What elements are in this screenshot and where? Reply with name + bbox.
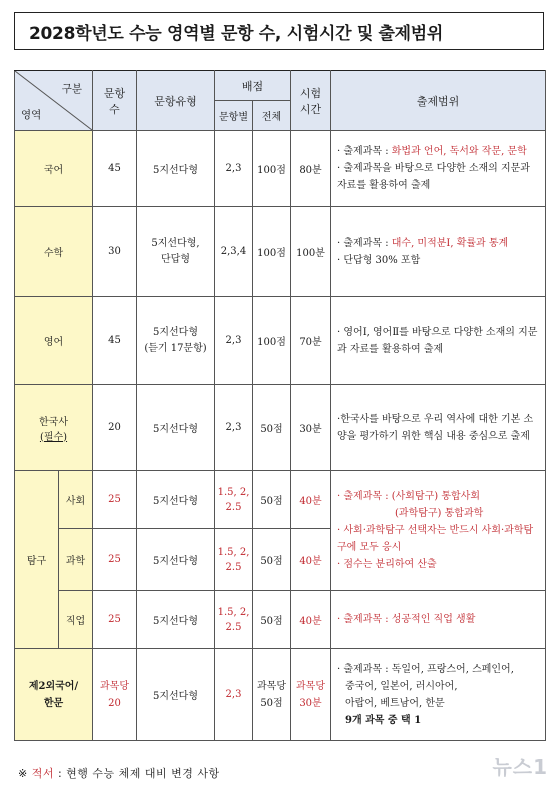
range-korean-subjects: 화법과 언어, 독서와 작문, 문학	[391, 146, 527, 157]
table-row-social	[15, 471, 546, 529]
news1-watermark: 뉴스1	[492, 755, 548, 779]
total-math: 100점	[253, 207, 291, 297]
table-row-history	[15, 385, 546, 471]
area-math: 수학	[15, 207, 93, 297]
total-social: 50점	[253, 471, 291, 529]
header-baejeom: 배점	[215, 71, 291, 101]
sub-vocation: 직업	[59, 591, 93, 649]
type-foreign: 5지선다형	[137, 649, 215, 741]
type-korean: 5지선다형	[137, 131, 215, 207]
type-english: 5지선다형 (듣기 17문항)	[137, 297, 215, 385]
per-science: 1.5, 2, 2.5	[215, 529, 253, 591]
range-foreign-3: 아랍어, 베트남어, 한문	[345, 697, 445, 709]
area-english: 영어	[15, 297, 93, 385]
count-math: 30	[93, 207, 137, 297]
total-science: 50점	[253, 529, 291, 591]
header-type: 문항유형	[137, 71, 215, 131]
header-per: 문항별	[215, 101, 253, 131]
range-korean-prefix: · 출제과목 :	[337, 146, 392, 157]
range-vocation-desc: · 출제과목 : 성공적인 직업 생활	[337, 614, 476, 625]
range-math-prefix: · 출제과목 :	[337, 237, 392, 249]
time-math: 100분	[291, 207, 331, 297]
header-gubun: 구분	[61, 83, 82, 95]
table-row-english	[15, 297, 546, 385]
per-vocation: 1.5, 2, 2.5	[215, 591, 253, 649]
range-vocation	[331, 591, 546, 649]
table-row-vocation	[15, 591, 546, 649]
area-korean: 국어	[15, 131, 93, 207]
header-time: 시험 시간	[291, 71, 331, 131]
page-title: 2028학년도 수능 영역별 문항 수, 시험시간 및 출제범위	[29, 24, 444, 44]
area-history	[15, 385, 93, 471]
time-vocation: 40분	[291, 591, 331, 649]
range-tamgu-2: · 사회·과학탐구 선택자는 반드시 사회·과학탐구에 모두 응시	[337, 525, 534, 553]
total-vocation: 50점	[253, 591, 291, 649]
exam-table	[14, 70, 546, 741]
count-science: 25	[93, 529, 137, 591]
range-tamgu-1b: (과학탐구) 통합과학	[395, 508, 484, 519]
area-history-required: (필수)	[39, 431, 68, 443]
total-history: 50점	[253, 385, 291, 471]
time-english: 70분	[291, 297, 331, 385]
per-history: 2,3	[215, 385, 253, 471]
range-korean-desc: · 출제과목을 바탕으로 다양한 소재의 지문과 자료를 활용하여 출제	[337, 163, 530, 191]
footnote-text: : 현행 수능 체제 대비 변경 사항	[53, 767, 220, 780]
total-english: 100점	[253, 297, 291, 385]
area-history-label: 한국사	[39, 416, 68, 428]
per-foreign: 2,3	[215, 649, 253, 741]
type-social: 5지선다형	[137, 471, 215, 529]
range-korean	[331, 131, 546, 207]
type-vocation: 5지선다형	[137, 591, 215, 649]
table-row-korean	[15, 131, 546, 207]
total-korean: 100점	[253, 131, 291, 207]
range-foreign-4: 9개 과목 중 택 1	[345, 714, 422, 726]
range-foreign-2: 중국어, 일본어, 러시아어,	[345, 680, 458, 692]
table-row-math	[15, 207, 546, 297]
footnote-red: 적서	[31, 767, 54, 780]
time-korean: 80분	[291, 131, 331, 207]
range-math-desc: · 단답형 30% 포함	[337, 254, 421, 266]
range-tamgu-1: · 출제과목 : (사회탐구) 통합사회	[337, 491, 481, 502]
range-tamgu	[331, 471, 546, 591]
count-english: 45	[93, 297, 137, 385]
per-korean: 2,3	[215, 131, 253, 207]
header-total: 전체	[253, 101, 291, 131]
count-vocation: 25	[93, 591, 137, 649]
title-box	[14, 12, 544, 50]
range-english-desc: · 영어Ⅰ, 영어Ⅱ를 바탕으로 다양한 소재의 지문과 자료를 활용하여 출제	[337, 326, 538, 355]
type-history: 5지선다형	[137, 385, 215, 471]
corner-header	[15, 71, 93, 131]
per-social: 1.5, 2, 2.5	[215, 471, 253, 529]
footnote-mark: ※	[18, 767, 32, 780]
type-science: 5지선다형	[137, 529, 215, 591]
count-social: 25	[93, 471, 137, 529]
sub-social: 사회	[59, 471, 93, 529]
range-foreign-1: · 출제과목 : 독일어, 프랑스어, 스페인어,	[337, 663, 514, 675]
time-foreign: 과목당 30분	[291, 649, 331, 741]
per-english: 2,3	[215, 297, 253, 385]
table-row-foreign	[15, 649, 546, 741]
count-foreign: 과목당 20	[93, 649, 137, 741]
count-korean: 45	[93, 131, 137, 207]
area-foreign: 제2외국어/ 한문	[15, 649, 93, 741]
footnote	[18, 765, 220, 781]
time-science: 40분	[291, 529, 331, 591]
per-math: 2,3,4	[215, 207, 253, 297]
range-foreign	[331, 649, 546, 741]
range-history	[331, 385, 546, 471]
range-history-desc: ·한국사를 바탕으로 우리 역사에 대한 기본 소양을 평가하기 위한 핵심 내용 중심으로 출제	[337, 413, 534, 442]
sub-science: 과학	[59, 529, 93, 591]
count-history: 20	[93, 385, 137, 471]
total-foreign: 과목당 50점	[253, 649, 291, 741]
header-count: 문항 수	[93, 71, 137, 131]
time-history: 30분	[291, 385, 331, 471]
type-math: 5지선다형, 단답형	[137, 207, 215, 297]
range-math	[331, 207, 546, 297]
header-range: 출제범위	[331, 71, 546, 131]
range-math-subjects: 대수, 미적분Ⅰ, 확률과 통계	[391, 237, 509, 249]
header-yeongyeok: 영역	[21, 109, 42, 121]
time-social: 40분	[291, 471, 331, 529]
range-english	[331, 297, 546, 385]
range-tamgu-3: · 점수는 분리하여 산출	[337, 559, 437, 570]
area-tamgu: 탐구	[15, 471, 59, 649]
